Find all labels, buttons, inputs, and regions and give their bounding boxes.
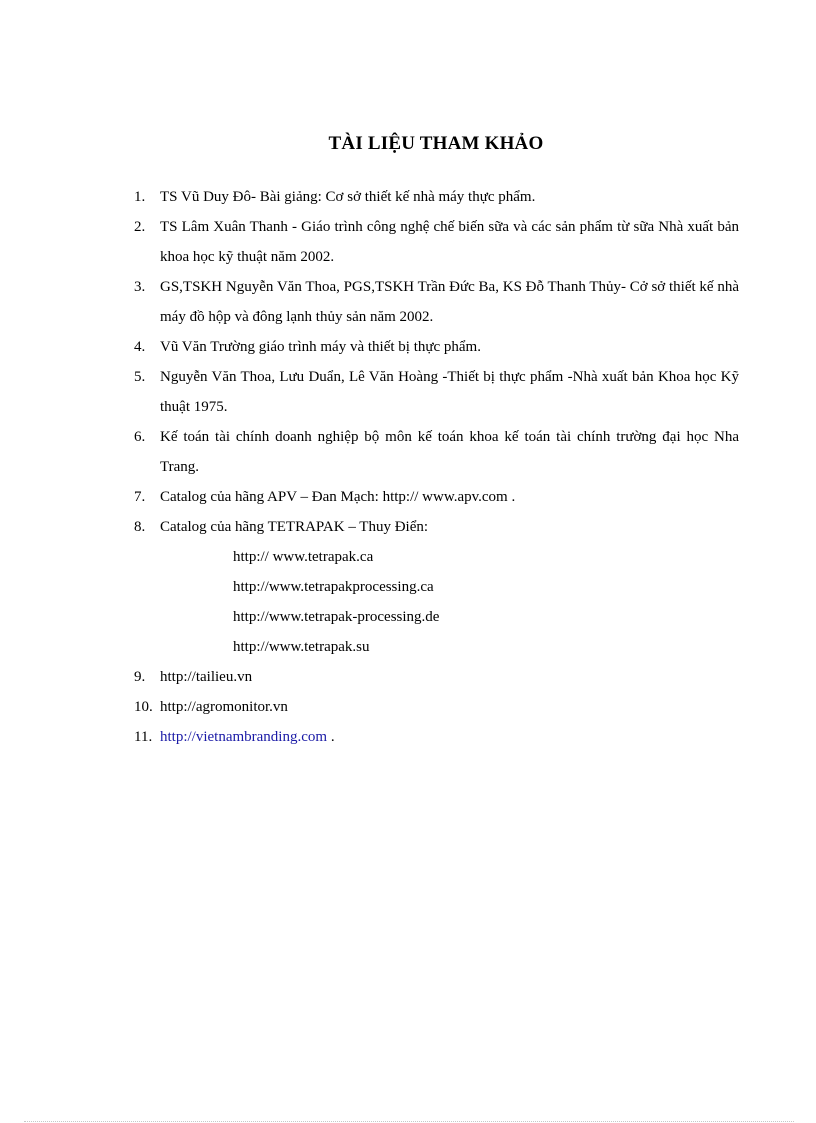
- reference-number: 7.: [134, 489, 146, 505]
- page-bottom-divider: [24, 1121, 794, 1122]
- reference-text: TS Vũ Duy Đô- Bài giảng: Cơ sở thiết kế nhà máy thực phẩm.: [160, 189, 536, 205]
- reference-text: [160, 722, 739, 752]
- reference-item: [134, 512, 739, 662]
- reference-number: 1.: [134, 189, 146, 205]
- reference-text: Vũ Văn Trường giáo trình máy và thiết bị thực phẩm.: [160, 339, 481, 355]
- reference-number: 3.: [134, 279, 146, 295]
- reference-text: TS Lâm Xuân Thanh - Giáo trình công nghệ chế biến sữa và các sản phẩm từ sữa Nhà xuất bản khoa học kỹ thuật năm 2002.: [160, 219, 739, 265]
- reference-item: [134, 422, 739, 482]
- vietnambranding-link[interactable]: http://vietnambranding.com: [160, 729, 328, 745]
- reference-number: 10.: [134, 699, 153, 715]
- reference-item: [134, 662, 739, 692]
- reference-item: [134, 482, 739, 512]
- reference-suffix: .: [327, 729, 335, 745]
- reference-list: [134, 182, 739, 752]
- reference-number: 4.: [134, 339, 146, 355]
- tetrapak-link-list: [160, 542, 739, 662]
- reference-text: Catalog của hãng TETRAPAK – Thuy Điển:: [160, 519, 429, 535]
- tetrapak-link[interactable]: http://www.tetrapak-processing.de: [233, 609, 440, 625]
- reference-item: [134, 182, 739, 212]
- reference-number: 11.: [134, 729, 153, 745]
- reference-number: 9.: [134, 669, 146, 685]
- page-title: TÀI LIỆU THAM KHẢO: [328, 133, 544, 154]
- reference-number: 6.: [134, 429, 146, 445]
- tetrapak-link[interactable]: http://www.tetrapak.su: [233, 639, 370, 655]
- reference-text: GS,TSKH Nguyễn Văn Thoa, PGS,TSKH Trần Đức Ba, KS Đỗ Thanh Thủy- Cở sở thiết kế nhà máy đồ hộp và đông lạnh thủy sản năm 2002.: [160, 279, 739, 325]
- reference-link-text[interactable]: http://tailieu.vn: [160, 669, 253, 685]
- reference-item: [134, 332, 739, 362]
- reference-item: [134, 692, 739, 722]
- reference-text: Kế toán tài chính doanh nghiệp bộ môn kế toán khoa kế toán tài chính trường đại học Nha Trang.: [160, 429, 739, 475]
- reference-item: [134, 272, 739, 332]
- reference-text: Nguyễn Văn Thoa, Lưu Duẩn, Lê Văn Hoàng -Thiết bị thực phẩm -Nhà xuất bản Khoa học Kỹ thuật 1975.: [160, 369, 739, 415]
- reference-number: 2.: [134, 219, 146, 235]
- reference-number: 5.: [134, 369, 146, 385]
- reference-text: Catalog của hãng APV – Đan Mạch: http:// www.apv.com .: [160, 489, 516, 505]
- reference-item: [134, 362, 739, 422]
- tetrapak-link[interactable]: http:// www.tetrapak.ca: [233, 549, 374, 565]
- reference-item: [134, 212, 739, 272]
- reference-number: 8.: [134, 519, 146, 535]
- reference-item: [134, 722, 739, 752]
- reference-link-text[interactable]: http://agromonitor.vn: [160, 699, 288, 715]
- tetrapak-link[interactable]: http://www.tetrapakprocessing.ca: [233, 579, 434, 595]
